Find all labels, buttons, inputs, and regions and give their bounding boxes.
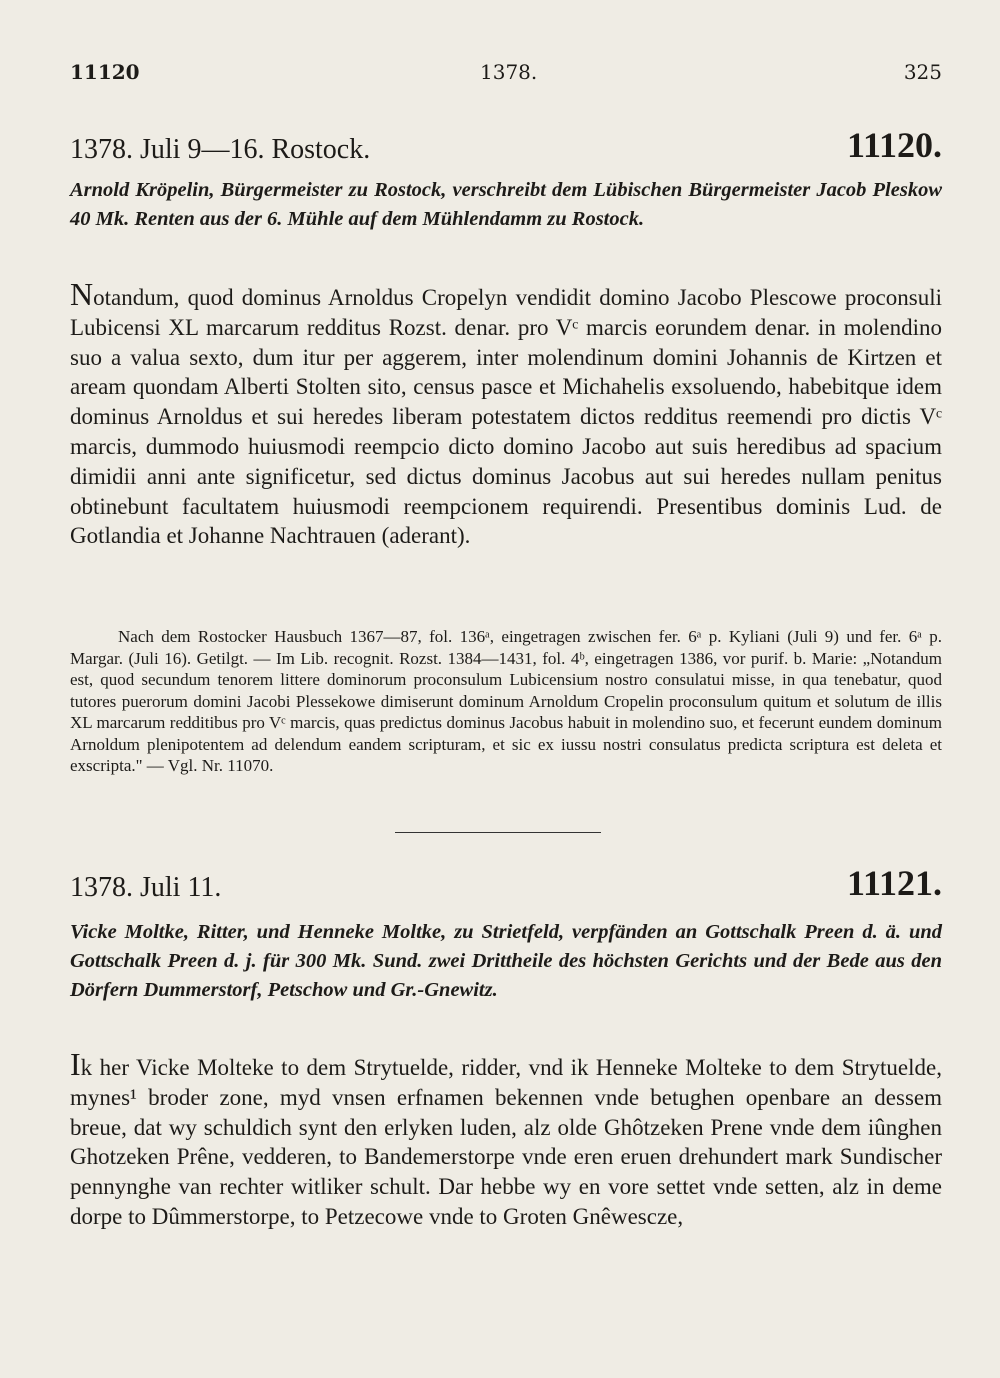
entry-regest: Arnold Kröpelin, Bürgermeister zu Rostock, verschreibt dem Lübischen Bürgermeister Jacob Pleskow 40 Mk. Renten aus der 6. Mühle auf dem Mühlendamm zu Rostock. xyxy=(70,179,942,230)
entry-regest: Vicke Moltke, Ritter, und Henneke Moltke, zu Strietfeld, verpfänden an Gottschalk Preen d. ä. und Gottschalk Preen d. j. für 300 Mk. Sund. zwei Drittheile des höchsten Gerichts und der Bede aus den Dörfern Dummerstorf, Petschow und Gr.-Gnewitz. xyxy=(70,921,942,1001)
entry-number: 11120. xyxy=(846,125,942,165)
entry-note: Nach dem Rostocker Hausbuch 1367—87, fol. 136ᵃ, eingetragen zwischen fer. 6ᵃ p. Kyliani (Juli 9) und fer. 6ᵃ p. Margar. (Juli 16). Getilgt. — Im Lib. recognit. Rozst. 1384—1431, fol. 4ᵇ, eingetragen 1386, vor purif. b. Marie: „Notandum est, quod secundum tenorem littere dominorum proconsulum Lubicensium nostro consulatui misse, in qua tenebatur, quod tutores puerorum domini Jacobi Plessekowe dimiserunt dominum Arnoldum Cropelin proconsulum quitum et solutum de illis XL marcarum redditibus pro Vᶜ marcis, quas predictus dominus Jacobus habuit in molendino suo, et fecerunt eundem dominum Arnoldum plenipotentem ad delendum eandem scripturam, et sic ex iussu nostri consulatus predicta scriptura est deleta et exscripta." — Vgl. Nr. 11070. xyxy=(70,627,942,775)
entry-number: 11121. xyxy=(846,863,942,903)
entry-text: Ik her Vicke Molteke to dem Strytuelde, ridder, vnd ik Henneke Molteke to dem Strytuelde, mynes¹ broder zone, myd vnsen erfnamen bekennen vnde betughen openbare an dessem breue, dat wy schuldich synt den erlyken luden, alz olde Ghôtzeken Prene vnde dem iûnghen Ghotzeken Prêne, vedderen, to Bandemerstorpe vnde eren eruen drehundert mark Sundischer pennynghe van rechter witliker schult. Dar hebbe wy en vore settet vnde setten, alz in deme dorpe to Dûmmerstorpe, to Petzecowe vnde to Groten Gnêwescze, xyxy=(70,1046,942,1229)
running-head xyxy=(70,60,942,94)
running-head-year: 1378. xyxy=(480,60,538,84)
entry-heading xyxy=(70,122,942,166)
page-number: 325 xyxy=(903,60,942,84)
entry-date: 1378. Juli 9—16. Rostock. xyxy=(70,134,371,165)
running-head-entry-number: 11120 xyxy=(70,60,140,84)
entry-text: Notandum, quod dominus Arnoldus Cropelyn vendidit domino Jacobo Plescowe proconsuli Lubicensi XL marcarum redditus Rozst. denar. pro Vᶜ marcis eorundem denar. in molendino suo a valua sexto, dum itur per aggerem, inter molendinum domini Johannis de Kirtzen et aream quondam Alberti Stolten sito, census pasce et Michahelis exsoluendo, habebitque idem dominus Arnoldus et sui heredes liberam potestatem dictos redditus reemendi pro dictis Vᶜ marcis, dummodo huiusmodi reempcio dicto domino Jacobo aut suis heredibus ad spacium dimidii anni ante significetur, sed dictus dominus Jacobus aut sui heredes nullam penitus obtinebunt facultatem huiusmodi reempcionem requirendi. Presentibus dominis Lud. de Gotlandia et Johanne Nachtrauen (aderant). xyxy=(70,276,942,549)
entry-heading xyxy=(70,860,942,904)
section-divider xyxy=(395,832,601,833)
entry-date: 1378. Juli 11. xyxy=(70,872,222,903)
